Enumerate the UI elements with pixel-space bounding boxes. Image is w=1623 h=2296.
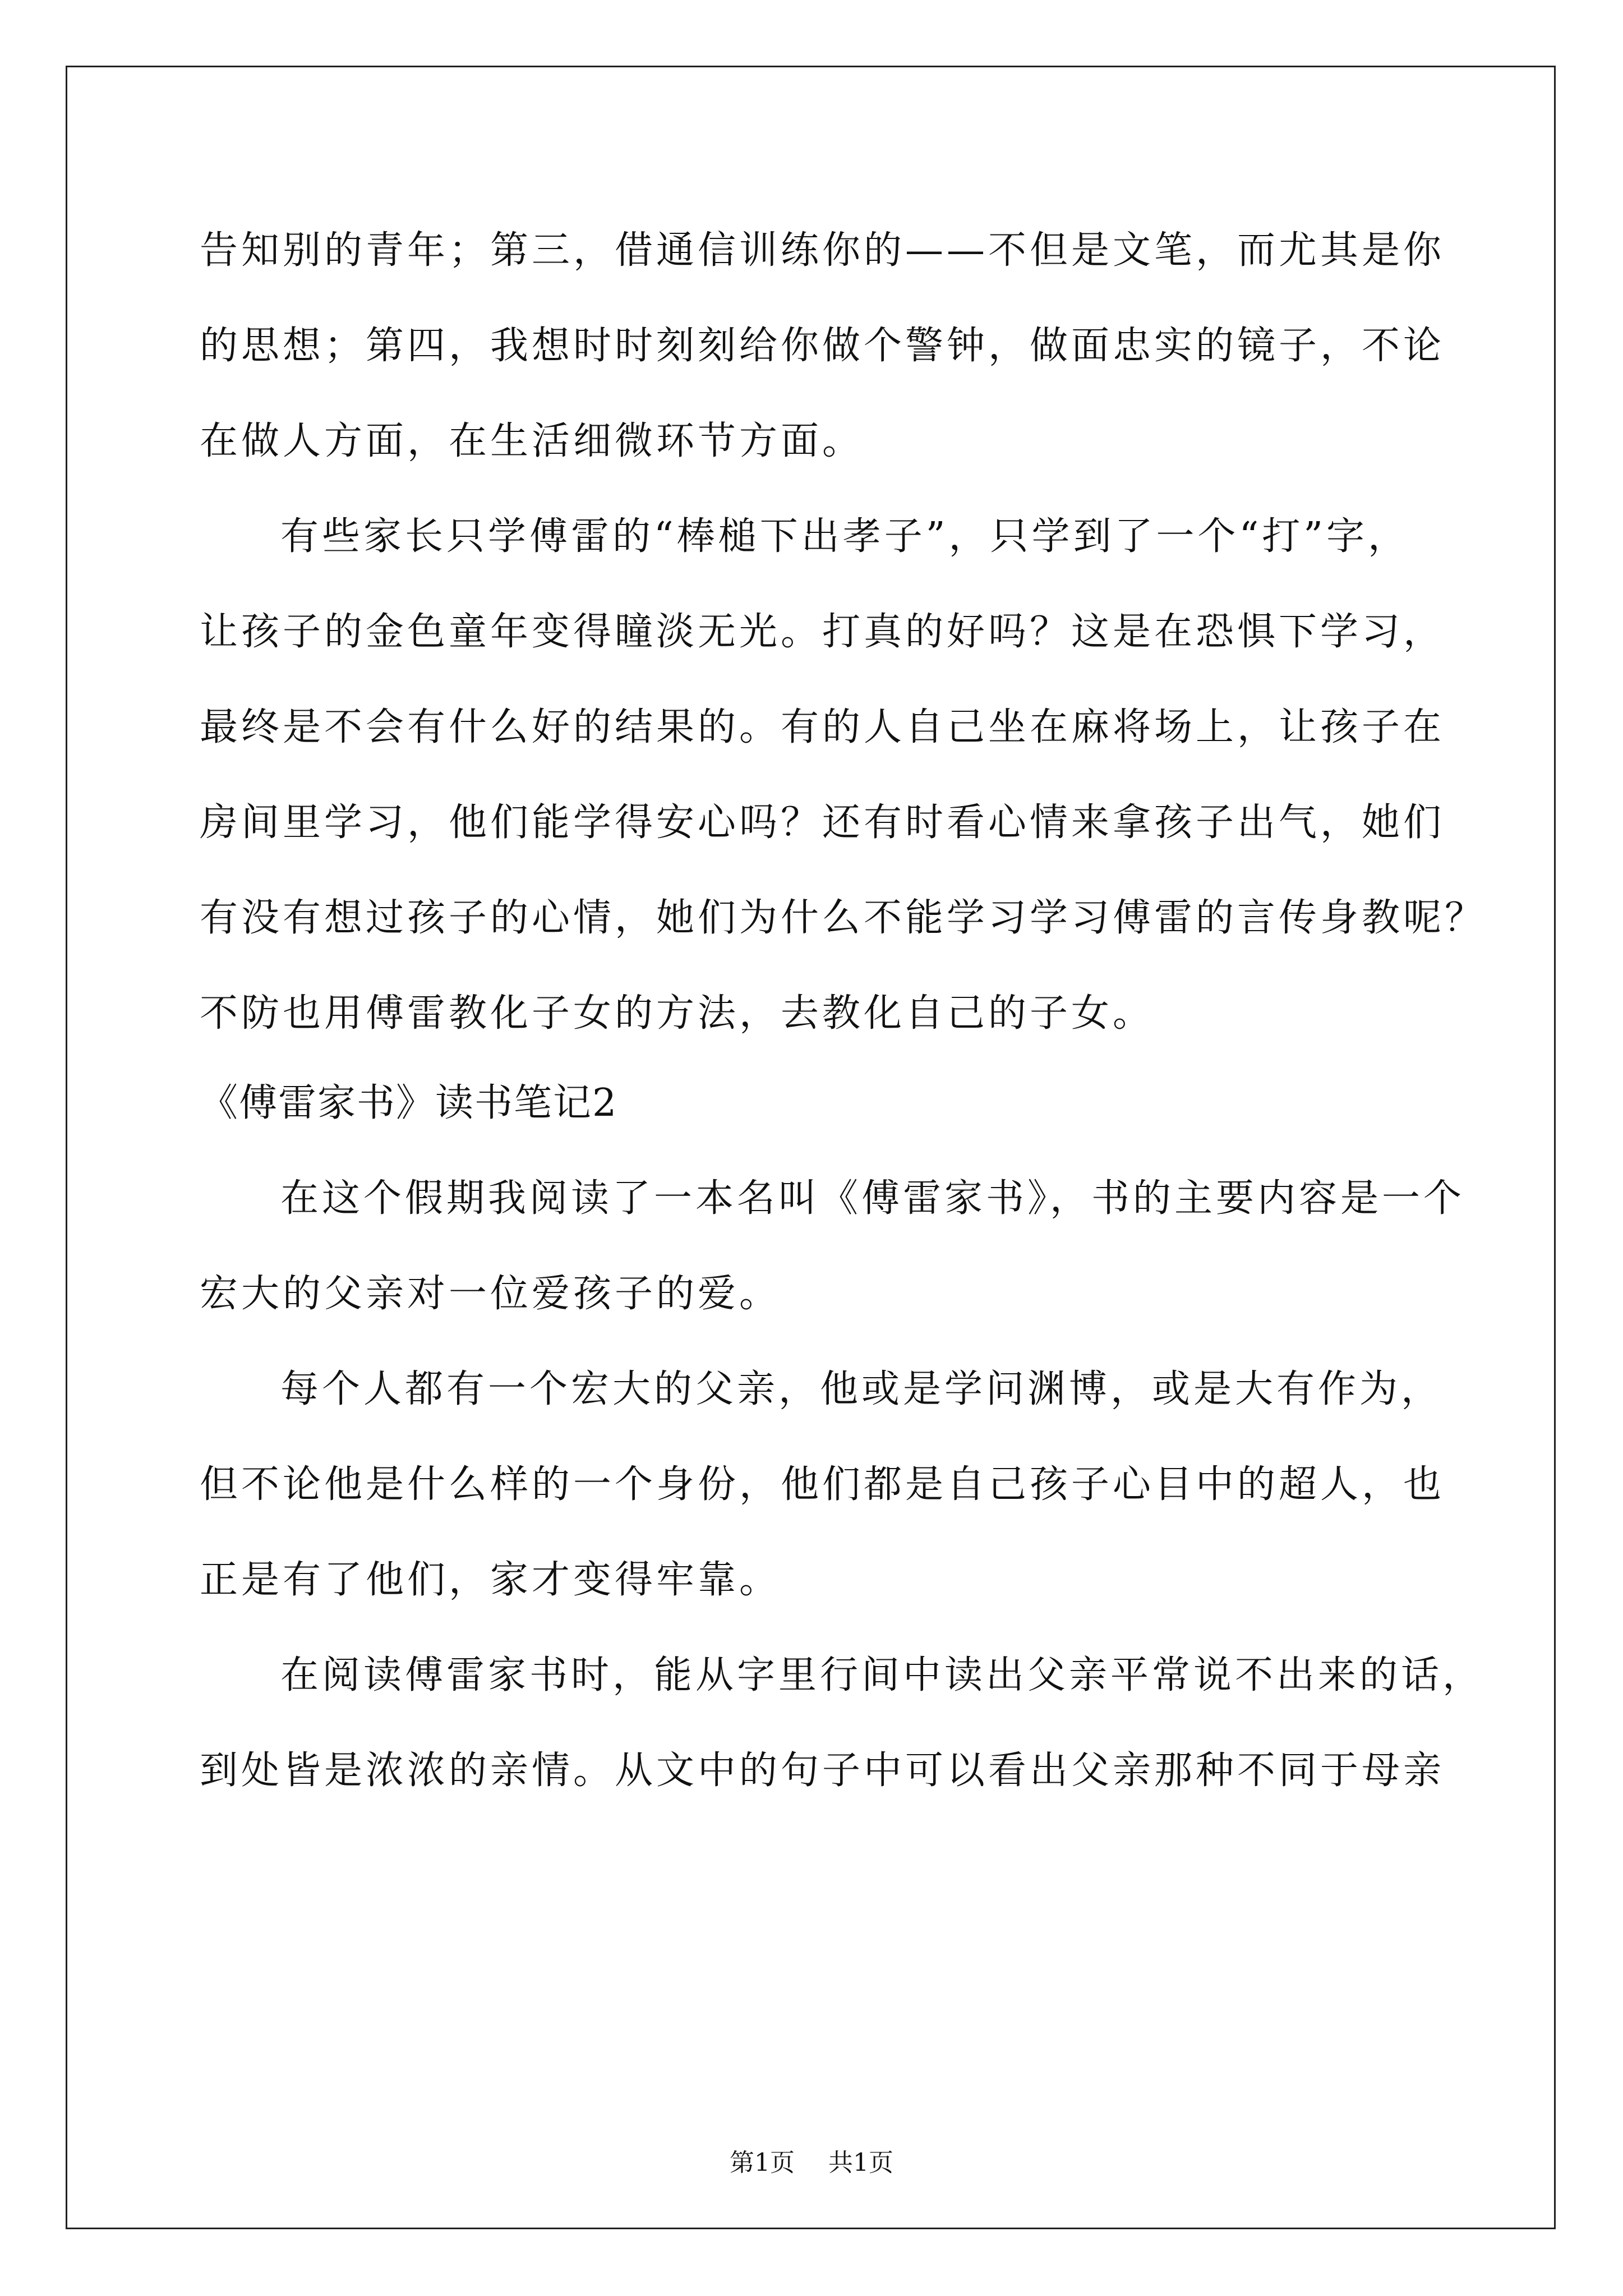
paragraph-start-line: 在阅读傅雷家书时，能从字里行间中读出父亲平常说不出来的话， [280, 1653, 1484, 1697]
page-footer [0, 2147, 1623, 2179]
text-line: 房间里学习，他们能学得安心吗？还有时看心情来拿孩子出气，她们 [200, 800, 1445, 845]
text-line: 的思想；第四，我想时时刻刻给你做个警钟，做面忠实的镜子，不论 [200, 324, 1445, 368]
text-line: 不防也用傅雷教化子女的方法，去教化自己的子女。 [200, 991, 1155, 1036]
text-line: 告知别的青年；第三，借通信训练你的——不但是文笔，而尤其是你 [200, 228, 1445, 273]
page-border [66, 66, 1556, 2229]
text-line: 正是有了他们，家才变得牢靠。 [200, 1558, 781, 1602]
text-line: 让孩子的金色童年变得瞳淡无光。打真的好吗？这是在恐惧下学习， [200, 610, 1445, 654]
text-line: 最终是不会有什么好的结果的。有的人自己坐在麻将场上，让孩子在 [200, 705, 1445, 749]
text-line: 到处皆是浓浓的亲情。从文中的句子中可以看出父亲那种不同于母亲 [200, 1749, 1445, 1793]
page-total: 共1页 [828, 2148, 893, 2177]
text-line: 但不论他是什么样的一个身份，他们都是自己孩子心目中的超人，也 [200, 1462, 1445, 1507]
text-line: 有没有想过孩子的心情，她们为什么不能学习学习傅雷的言传身教呢？ [200, 896, 1487, 940]
text-line: 宏大的父亲对一位爱孩子的爱。 [200, 1272, 781, 1316]
paragraph-start-line: 有些家长只学傅雷的“棒槌下出孝子”，只学到了一个“打”字， [280, 514, 1410, 559]
paragraph-start-line: 每个人都有一个宏大的父亲，他或是学问渊博，或是大有作为， [280, 1367, 1443, 1411]
page-number: 第1页 [730, 2148, 795, 2177]
section-heading: 《傅雷家书》读书笔记2 [200, 1081, 618, 1125]
text-line: 在做人方面，在生活细微环节方面。 [200, 419, 864, 463]
paragraph-start-line: 在这个假期我阅读了一本名叫《傅雷家书》，书的主要内容是一个 [280, 1176, 1465, 1221]
